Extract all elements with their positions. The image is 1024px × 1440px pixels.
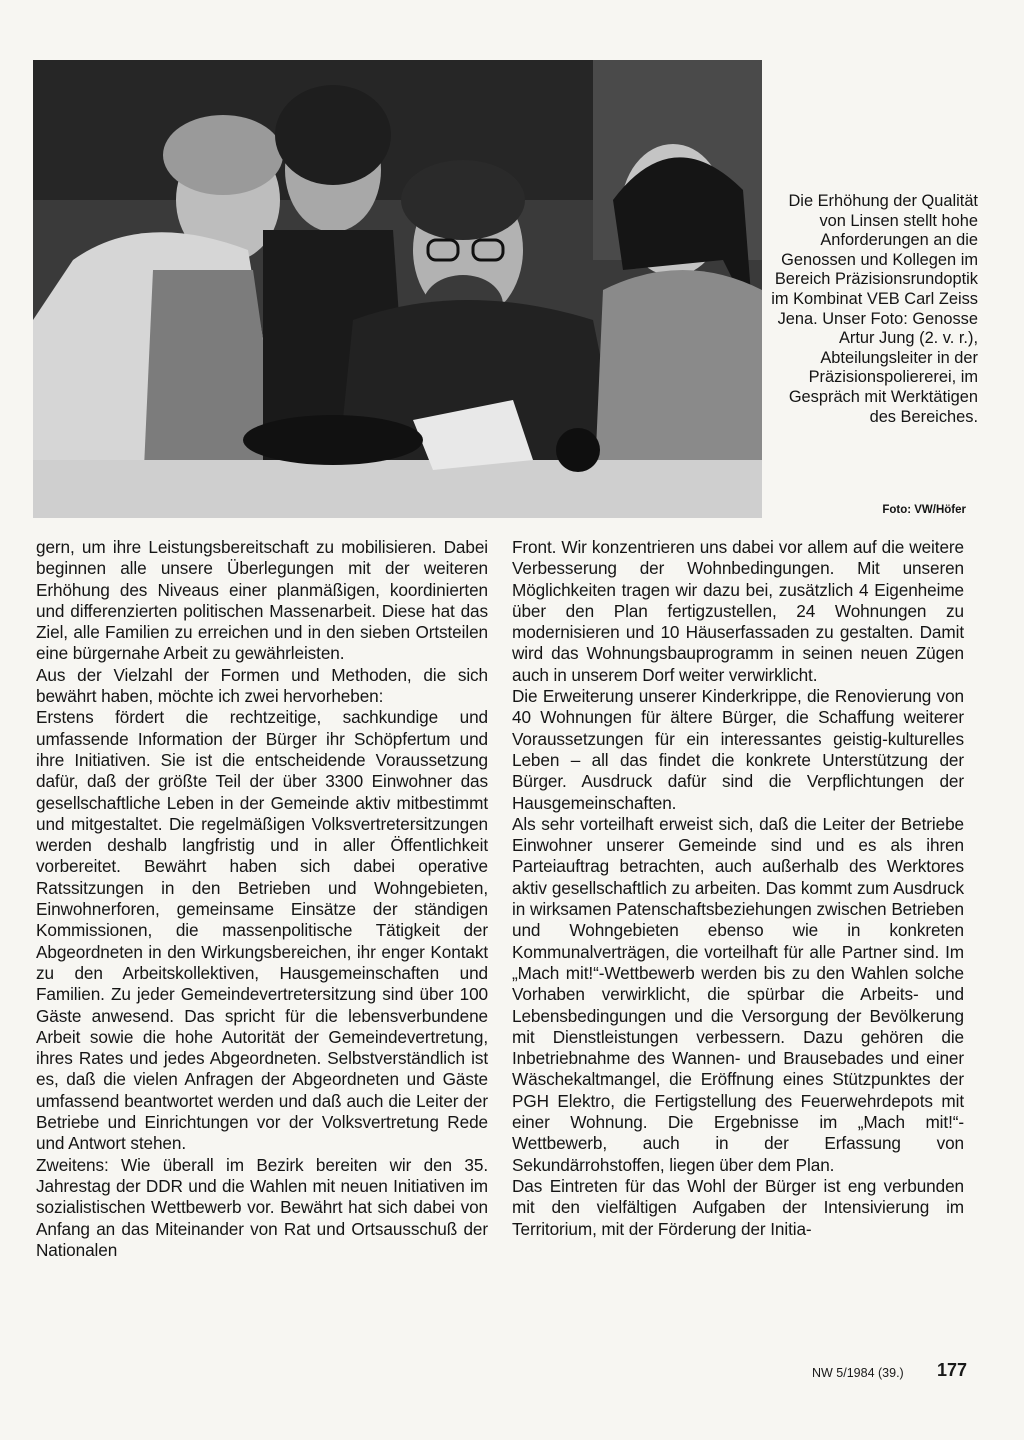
paragraph: Die Erweiterung unserer Kinderkrippe, die Renovierung von 40 Wohnungen für ältere Bürger, die Schaffung weiterer Voraussetzungen für ein interessantes geistig-kulturelles Leben – all das findet die konkrete Unterstützung der Bürger. Ausdruck dafür sind die Verpflichtungen der Hausgemeinschaften. [512,686,964,813]
photo-illustration [33,60,762,518]
article-column-right [512,537,964,1240]
paragraph: Aus der Vielzahl der Formen und Methoden, die sich bewährt haben, möchte ich zwei hervorheben: [36,664,488,707]
paragraph: Front. Wir konzentrieren uns dabei vor allem auf die weitere Verbesserung der Wohnbedingungen. Mit unseren Möglichkeiten tragen wir dazu bei, zusätzlich 4 Eigenheime über den Plan fertigzustellen, 24 Wohnungen zu modernisieren und 10 Häuserfassaden zu gestalten. Damit wird das Wohnungsbauprogramm in seinen neuen Zügen auch in unserem Dorf weiter verwirklicht. [512,537,964,685]
paragraph: Zweitens: Wie überall im Bezirk bereiten wir den 35. Jahrestag der DDR und die Wahlen mit neuen Initiativen im sozialistischen Wettbewerb vor. Bewährt hat sich dabei von Anfang an das Miteinander von Rat und Ortsausschuß der Nationalen [36,1154,488,1260]
photo-credit: Foto: VW/Höfer [882,504,966,516]
paragraph: Das Eintreten für das Wohl der Bürger ist eng verbunden mit den vielfältigen Aufgaben der Intensivierung im Territorium, mit der Förderung der Initia- [512,1175,964,1239]
page-number: 177 [937,1360,968,1380]
paragraph: Als sehr vorteilhaft erweist sich, daß die Leiter der Betriebe Einwohner unserer Gemeinde sind und es als ihren Parteiauftrag betrachten, auch außerhalb des Werktores aktiv gesellschaftlich zu arbeiten. Das kommt zum Ausdruck in wirksamen Patenschaftsbeziehungen zwischen Betrieben und Wohngebieten ebenso wie in konkreten Kommunalverträgen, die vorteilhaft für alle Partner sind. Im „Mach mit!“-Wettbewerb werden bis zu den Wahlen solche Vorhaben verwirklicht, die spürbar die Arbeits- und Lebensbedingungen und die Versorgung der Bevölkerung mit Dienstleistungen verbessern. Dazu gehören die Inbetriebnahme des Wannen- und Brausebades und einer Wäschekaltmangel, die Eröffnung eines Stützpunktes der PGH Elektro, die Fertigstellung des Feuerwehrdepots mit einer Wohnung. Die Ergebnisse im „Mach mit!“-Wettbewerb, auch in der Erfassung von Sekundärrohstoffen, liegen über dem Plan. [512,813,964,1175]
article-column-left [36,537,488,1261]
paragraph: Erstens fördert die rechtzeitige, sachkundige und umfassende Information der Bürger ihr Schöpfertum und ihre Initiativen. Sie ist die entscheidende Voraussetzung dafür, daß der größte Teil der über 3300 Einwohner das gesellschaftliche Leben in der Gemeinde aktiv mitbestimmt und mitgestaltet. Die regelmäßigen Volksvertretersitzungen werden deshalb langfristig und in aller Öffentlichkeit vorbereitet. Bewährt haben sich dabei operative Ratssitzungen in den Betrieben und Wohngebieten, Einwohnerforen, gemeinsame Einsätze der ständigen Kommissionen, die massenpolitische Tätigkeit der Abgeordneten in den Wirkungsbereichen, ihr enger Kontakt zu den Arbeitskollektiven, Hausgemeinschaften und Familien. Zu jeder Gemeindevertretersitzung sind über 100 Gäste anwesend. Das spricht für die lebensverbundene Arbeit sowie die hohe Autorität der Gemeindevertretung, ihres Rates und jedes Abgeordneten. Selbstverständlich ist es, daß die vielen Anfragen der Abgeordneten und Gäste umfassend beantwortet werden und daß auch die Leiter der Betriebe und Einrichtungen vor der Volksvertretung Rede und Antwort stehen. [36,707,488,1154]
issue-reference: NW 5/1984 (39.) [812,1366,904,1380]
paragraph: gern, um ihre Leistungsbereitschaft zu mobilisieren. Dabei beginnen alle unsere Überlegungen mit der weiteren Erhöhung des Niveaus einer planmäßigen, koordinierten und differenzierten politischen Massenarbeit. Diese hat das Ziel, alle Familien zu erreichen und in den sieben Ortsteilen eine bürgernahe Arbeit zu gewährleisten. [36,537,488,664]
article-photo [33,60,762,518]
photo-caption: Die Erhöhung der Qualität von Linsen stellt hohe Anforderungen an die Genossen und Kollegen im Bereich Präzisionsrundoptik im Kombinat VEB Carl Zeiss Jena. Unser Foto: Genosse Artur Jung (2. v. r.), Abteilungsleiter in der Präzisionspoliererei, im Gespräch mit Werktätigen des Bereiches. [771,192,978,426]
